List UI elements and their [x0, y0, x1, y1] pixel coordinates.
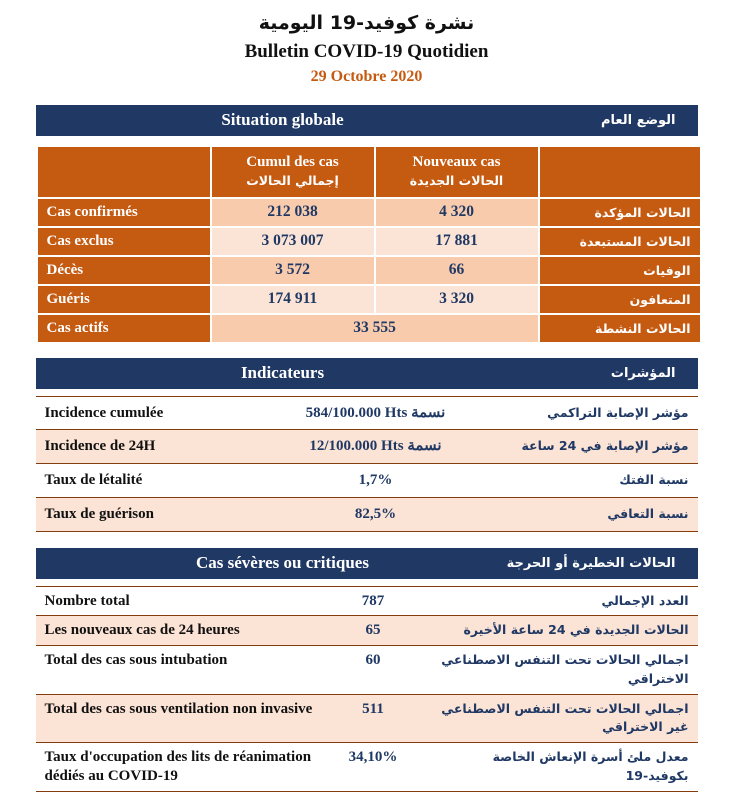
- situation-header-new: [376, 147, 538, 197]
- bulletin-date: 29 Octobre 2020: [310, 67, 423, 85]
- document-header: [0, 0, 733, 86]
- severe-label: Taux d'occupation des lits de réanimation dédiés au COVID-19: [44, 749, 312, 784]
- situation-row-label-ar: الوفيات: [540, 257, 700, 284]
- indicateur-label: Taux de guérison: [44, 505, 154, 522]
- indicateur-value: 1,7%: [358, 472, 393, 489]
- severe-label-ar: اجمالي الحالات تحت التنفس الاصطناعي الاختراقي: [441, 652, 689, 686]
- table-row: [38, 286, 700, 313]
- indicateurs-band-label-ar: المؤشرات: [610, 365, 676, 381]
- table-row: [36, 464, 698, 498]
- spacer-after-situation: [0, 344, 733, 358]
- situation-header-new-fr: Nouveaux cas: [412, 153, 501, 170]
- situation-band-label-ar: الوضع العام: [600, 112, 676, 128]
- indicateur-label-ar: مؤشر الإصابة التراكمي: [547, 404, 689, 420]
- situation-row-new: 3 320: [376, 286, 538, 313]
- situation-row-cumul: 3 572: [212, 257, 374, 284]
- indicateur-label-ar: نسبة الفتك: [619, 472, 689, 488]
- indicateur-label-ar: مؤشر الإصابة في 24 ساعة: [521, 438, 689, 454]
- severe-label: Les nouveaux cas de 24 heures: [44, 622, 240, 639]
- situation-active-label-ar: الحالات النشطة: [540, 315, 700, 342]
- table-row-active-cases: [38, 315, 700, 342]
- table-row: [36, 586, 698, 616]
- section-situation-globale: [36, 105, 698, 344]
- section-indicateurs: [36, 358, 698, 532]
- situation-row-label: Guéris: [38, 286, 210, 313]
- situation-header-row: [38, 147, 700, 197]
- table-row: [38, 228, 700, 255]
- situation-row-label-ar: الحالات المؤكدة: [540, 199, 700, 226]
- situation-active-value: 33 555: [212, 315, 538, 342]
- situation-row-label: Cas confirmés: [38, 199, 210, 226]
- table-row: [38, 257, 700, 284]
- spacer-after-indicateurs: [0, 532, 733, 548]
- situation-row-new: 4 320: [376, 199, 538, 226]
- indicateur-value: 12/100.000 Hts نسمة: [309, 438, 442, 455]
- severes-table: [36, 586, 698, 792]
- section-cas-severes: [36, 548, 698, 792]
- severe-label: Nombre total: [44, 592, 130, 609]
- situation-header-blank: [38, 147, 210, 197]
- situation-row-cumul: 3 073 007: [212, 228, 374, 255]
- severe-label: Total des cas sous ventilation non invasive: [44, 700, 313, 717]
- severe-value: 65: [365, 622, 381, 639]
- situation-header-new-ar: الحالات الجديدة: [409, 172, 504, 188]
- situation-row-new: 66: [376, 257, 538, 284]
- indicateur-label: Incidence de 24H: [44, 438, 156, 455]
- severes-band: [36, 548, 698, 579]
- situation-row-cumul: 174 911: [212, 286, 374, 313]
- indicateur-value: 82,5%: [354, 505, 397, 522]
- severe-label-ar: اجمالي الحالات تحت التنفس الاصطناعي غير الاختراقي: [441, 700, 689, 735]
- situation-row-cumul: 212 038: [212, 199, 374, 226]
- situation-row-new: 17 881: [376, 228, 538, 255]
- severes-band-label-fr: Cas sévères ou critiques: [196, 553, 369, 573]
- table-row: [36, 646, 698, 695]
- table-row: [36, 743, 698, 792]
- severe-value: 34,10%: [348, 749, 398, 766]
- situation-band-label-fr: Situation globale: [221, 110, 344, 130]
- severe-label-ar: معدل ملئ أسرة الإنعاش الخاصة بكوفيد-19: [492, 749, 689, 783]
- table-row: [38, 199, 700, 226]
- table-row: [36, 616, 698, 646]
- severe-label: Total des cas sous intubation: [44, 652, 228, 669]
- table-row: [36, 430, 698, 464]
- situation-row-label-ar: المتعافون: [540, 286, 700, 313]
- severe-label-ar: العدد الإجمالي: [601, 592, 689, 608]
- page-title-arabic: نشرة كوفيد-19 اليومية: [258, 12, 475, 34]
- spacer-after-title: [0, 86, 733, 105]
- situation-header-cumul-fr: Cumul des cas: [246, 153, 339, 170]
- situation-row-label: Cas exclus: [38, 228, 210, 255]
- table-row: [36, 396, 698, 430]
- severes-band-label-ar: الحالات الخطيرة أو الحرجة: [506, 555, 676, 571]
- situation-row-label: Décès: [38, 257, 210, 284]
- indicateurs-band: [36, 358, 698, 389]
- severe-value: 60: [365, 652, 381, 669]
- table-row: [36, 497, 698, 531]
- indicateurs-table: [36, 396, 698, 532]
- indicateur-value: 584/100.000 Hts نسمة: [305, 404, 446, 421]
- situation-table: [36, 145, 702, 344]
- severe-value: 511: [362, 700, 384, 717]
- severe-value: 787: [361, 592, 385, 609]
- situation-header-blank-ar: [540, 147, 700, 197]
- indicateur-label-ar: نسبة التعافي: [607, 505, 689, 521]
- situation-band: [36, 105, 698, 136]
- situation-header-cumul-ar: إجمالي الحالات: [246, 172, 339, 188]
- indicateurs-band-label-fr: Indicateurs: [240, 363, 325, 383]
- situation-header-cumul: [212, 147, 374, 197]
- table-row: [36, 694, 698, 743]
- severe-label-ar: الحالات الجديدة في 24 ساعة الأخيرة: [463, 622, 689, 638]
- situation-active-label: Cas actifs: [38, 315, 210, 342]
- situation-row-label-ar: الحالات المستبعدة: [540, 228, 700, 255]
- page-title-french: Bulletin COVID-19 Quotidien: [244, 40, 489, 62]
- indicateur-label: Taux de létalité: [44, 472, 143, 489]
- indicateur-label: Incidence cumulée: [44, 404, 164, 421]
